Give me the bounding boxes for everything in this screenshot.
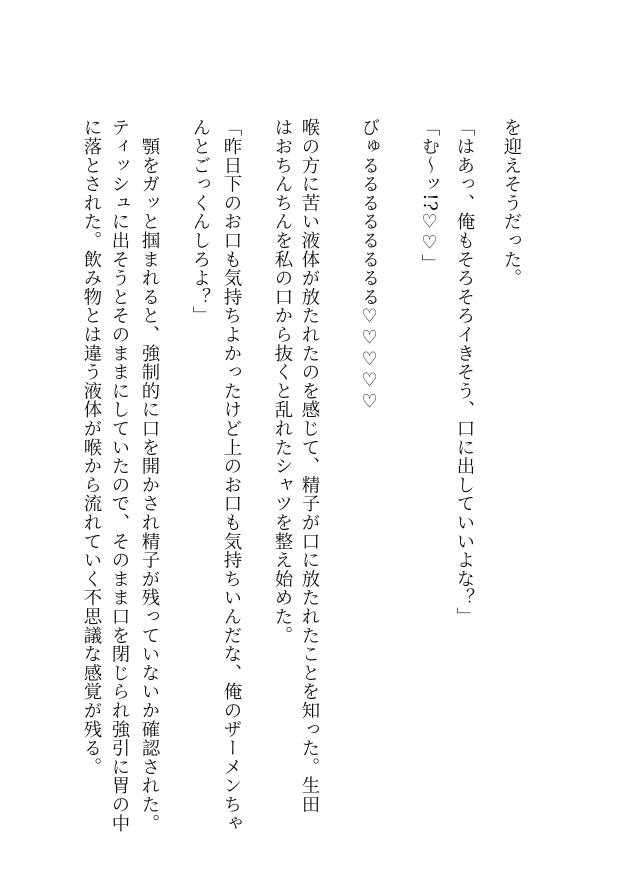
text-line-1: を迎えそうだった。 — [501, 118, 522, 288]
text-line-5: 喉の方に苦い液体が放たれたのを感じて、精子が口に放たれたことを知った。生田 — [299, 118, 320, 814]
text-line-8: んとごっくんしろよ？」 — [190, 118, 211, 325]
text-line-4: びゅるるるるるるるる♡♡♡♡♡ — [359, 118, 380, 413]
text-line-3: 「む〜ッ!?♡♡」 — [419, 118, 440, 273]
text-line-7: 「昨日下のお口も気持ちよかったけど上のお口も気持ちいんだな、俺のザーメンちゃ — [221, 118, 242, 833]
text-line-6: はおちんちんを私の口から抜くと乱れたシャツを整え始めた。 — [272, 118, 293, 645]
text-line-10: ティッシュに出そうとそのままにしていたので、そのまま口を閉じられ強引に胃の中 — [109, 118, 130, 833]
text-line-11: に落とされた。飲み物とは違う液体が喉から流れていく不思議な感覚が残る。 — [81, 118, 102, 776]
text-line-2: 「はあっ、俺もそろそろイきそう、口に出していいよな？」 — [454, 118, 475, 626]
text-line-9: 顎をガッと掴まれると、強制的に口を開かされ精子が残っていないか確認された。 — [139, 118, 160, 833]
